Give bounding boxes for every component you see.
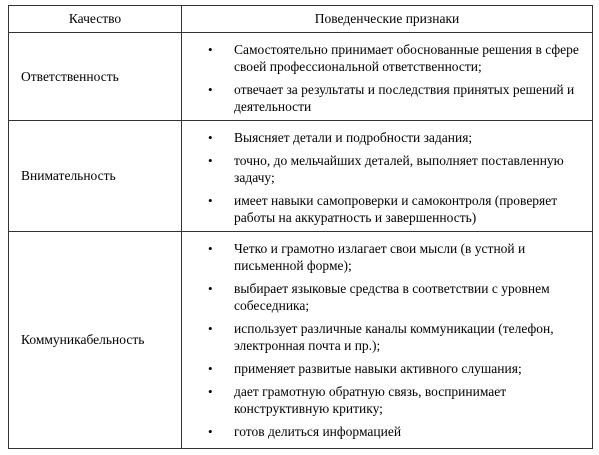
competency-table: [8, 5, 593, 449]
list-item-text: Четко и грамотно излагает свои мысли (в устной и письменной форме);: [234, 241, 526, 273]
list-item-text: имеет навыки самопроверки и самоконтроля (проверяет работы на аккуратность и завершенность): [234, 193, 558, 225]
list-item-text: применяет развитые навыки активного слушания;: [234, 361, 522, 376]
list-item: [208, 383, 584, 417]
behavior-cell: [182, 121, 592, 231]
quality-cell: Ответственность: [9, 33, 182, 120]
list-item-text: дает грамотную обратную связь, воспринимает конструктивную критику;: [234, 384, 507, 416]
list-item: [208, 423, 584, 440]
bullet-icon: •: [208, 241, 213, 256]
bullet-icon: •: [208, 42, 213, 57]
bullet-icon: •: [208, 384, 213, 399]
list-item: [208, 129, 584, 146]
table-header-row: [9, 6, 592, 32]
list-item-text: отвечает за результаты и последствия принятых решений и деятельности: [234, 82, 575, 114]
bullet-icon: •: [208, 82, 213, 97]
list-item-text: использует различные каналы коммуникации (телефон, электронная почта и пр.);: [234, 321, 554, 353]
list-item: [208, 192, 584, 226]
bullet-icon: •: [208, 130, 213, 145]
list-item-text: Выясняет детали и подробности задания;: [234, 130, 473, 145]
header-quality: Качество: [9, 6, 182, 32]
list-item-text: точно, до мельчайших деталей, выполняет поставленную задачу;: [234, 153, 564, 185]
list-item-text: Самостоятельно принимает обоснованные решения в сфере своей профессиональной ответственности;: [234, 42, 579, 74]
bullet-icon: •: [208, 321, 213, 336]
table-row: [9, 120, 592, 231]
list-item: [208, 280, 584, 314]
list-item: [208, 152, 584, 186]
list-item-text: выбирает языковые средства в соответствии с уровнем собеседника;: [234, 281, 550, 313]
table-row: [9, 231, 592, 448]
list-item: [208, 320, 584, 354]
behavior-list: [208, 41, 584, 115]
behavior-list: [208, 129, 584, 226]
list-item: [208, 41, 584, 75]
header-behavior: Поведенческие признаки: [314, 11, 460, 26]
quality-cell: Внимательность: [9, 121, 182, 231]
bullet-icon: •: [208, 153, 213, 168]
bullet-icon: •: [208, 281, 213, 296]
list-item-text: готов делиться информацией: [234, 424, 402, 439]
behavior-list: [208, 240, 584, 440]
bullet-icon: •: [208, 424, 213, 439]
list-item: [208, 240, 584, 274]
list-item: [208, 360, 584, 377]
list-item: [208, 81, 584, 115]
quality-cell: Коммуникабельность: [9, 232, 182, 448]
behavior-cell: [182, 33, 592, 120]
bullet-icon: •: [208, 193, 213, 208]
bullet-icon: •: [208, 361, 213, 376]
behavior-cell: [182, 232, 592, 448]
table-row: [9, 32, 592, 120]
